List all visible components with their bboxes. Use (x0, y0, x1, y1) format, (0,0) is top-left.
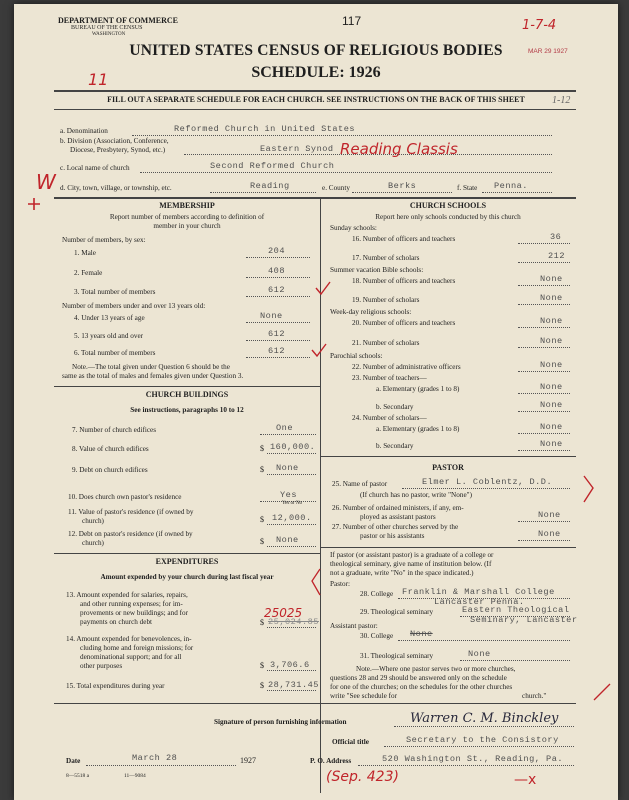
dept-label: DEPARTMENT OF COMMERCE (58, 16, 179, 25)
residence-debt-label-2: church) (82, 539, 104, 547)
q27-label-2: pastor or his assistants (360, 532, 425, 540)
q24b-label: b. Secondary (376, 442, 414, 450)
q13-line-4: payments on church debt (80, 618, 153, 626)
q26-label-2: ployed as assistant pastors (360, 513, 436, 521)
form-number: 117 (342, 14, 362, 28)
pastor-subhead: Pastor: (330, 580, 350, 588)
expenditures-title: EXPENDITURES (155, 557, 219, 566)
denomination-label: a. Denomination (60, 127, 108, 135)
membership-note-b: same as the total of males and females given under Question 3. (62, 372, 244, 380)
residence-value-dollar: $ (260, 515, 264, 524)
po-address-label: P. O. Address (310, 757, 352, 765)
census-schedule-page (14, 4, 618, 800)
q28-label: 28. College (360, 590, 394, 598)
graduate-note-2: theological seminary, give name of institution below. (If (330, 560, 492, 568)
edifices-count-value: One (276, 423, 293, 433)
official-title-label: Official title (332, 738, 369, 746)
edifices-debt-dollar: $ (260, 465, 264, 474)
state-label: f. State (457, 184, 478, 192)
po-address-value: 520 Washington St., Reading, Pa. (382, 754, 564, 764)
q18-label: 18. Number of officers and teachers (352, 277, 456, 285)
q25-value: Elmer L. Coblentz, D.D. (422, 477, 553, 487)
membership-title: MEMBERSHIP (159, 201, 215, 210)
division-value: Eastern Synod (260, 144, 334, 154)
denomination-value: Reformed Church in United States (174, 124, 356, 134)
q15-value: 28,731.45 (268, 680, 319, 690)
parochial-label: Parochial schools: (330, 352, 383, 360)
under-13-label: 4. Under 13 years of age (74, 314, 145, 322)
residence-debt-label: 12. Debt on pastor's residence (if owned by (68, 530, 193, 538)
q29-value-2: Seminary, Lancaster (470, 615, 578, 625)
q15-dollar: $ (260, 681, 264, 690)
pastor-note-1: Note.—Where one pastor serves two or more churches, (356, 665, 516, 673)
total-members-6-value: 612 (268, 346, 285, 356)
buildings-sub: See instructions, paragraphs 10 to 12 (130, 406, 244, 414)
check-mark-icon (310, 342, 330, 358)
q19-value: None (540, 293, 563, 303)
edifices-value-value: 160,000. (270, 442, 316, 452)
q22-label: 22. Number of administrative officers (352, 363, 461, 371)
male-value: 204 (268, 246, 285, 256)
membership-note-2: member in your church (153, 222, 221, 230)
q14-line-2: cluding home and foreign missions; for (80, 644, 194, 652)
schools-sub: Report here only schools conducted by this church (375, 213, 521, 221)
q14-line-4: other purposes (80, 662, 123, 670)
q13-value: 25,024.85 (268, 617, 319, 627)
over-13-value: 612 (268, 329, 285, 339)
summer-label: Summer vacation Bible schools: (330, 266, 424, 274)
form-title: UNITED STATES CENSUS OF RELIGIOUS BODIES (129, 42, 503, 59)
signature-value: Warren C. M. Binckley (410, 711, 559, 726)
county-label: e. County (322, 184, 350, 192)
bureau-label: BUREAU OF THE CENSUS (71, 25, 143, 31)
q29-value: Eastern Theological (462, 605, 570, 615)
graduate-note-3: not a graduate, write "No" in the space indicated.) (330, 569, 474, 577)
division-handwritten: Reading Classis (340, 140, 458, 158)
print-code: 11—9084 (124, 773, 146, 779)
total-members-label: 3. Total number of members (74, 288, 156, 296)
state-value: Penna. (494, 181, 528, 191)
weekday-label: Week-day religious schools: (330, 308, 412, 316)
residence-owned-label: 10. Does church own pastor's residence (68, 493, 182, 501)
q20-value: None (540, 316, 563, 326)
residence-value-value: 12,000. (272, 513, 312, 523)
red-x-mark: —x (514, 772, 537, 788)
under-13-value: None (260, 311, 283, 321)
q13-dollar: $ (260, 618, 264, 627)
buildings-title: CHURCH BUILDINGS (145, 390, 229, 399)
female-label: 2. Female (74, 269, 103, 277)
check-mark-icon (314, 280, 334, 296)
q18-value: None (540, 274, 563, 284)
red-plus-icon (27, 197, 41, 211)
q22-value: None (540, 360, 563, 370)
membership-note-1: Report number of members according to definition of (109, 213, 265, 221)
washington-label: WASHINGTON (92, 32, 126, 37)
q27-label-1: 27. Number of other churches served by the (332, 523, 459, 531)
q30-label: 30. College (360, 632, 394, 640)
total-members-6-label: 6. Total number of members (74, 349, 156, 357)
over-13-label: 5. 13 years old and over (74, 332, 144, 340)
by-sex-label: Number of members, by sex: (62, 236, 146, 244)
red-sep-note: (Sep. 423) (326, 769, 399, 785)
schools-title: CHURCH SCHOOLS (409, 201, 487, 210)
q14-value: 3,706.6 (270, 660, 310, 670)
residence-value-label-2: church) (82, 517, 104, 525)
residence-owned-value: Yes (280, 490, 297, 500)
residence-debt-value: None (276, 535, 299, 545)
red-eleven-mark: 11 (88, 70, 109, 89)
form-code: 8—5518 a (66, 773, 90, 779)
q23-label: 23. Number of teachers— (352, 374, 427, 382)
q31-value: None (468, 649, 491, 659)
q25-label: 25. Name of pastor (332, 480, 388, 488)
q25-note: (If church has no pastor, write "None") (360, 491, 472, 499)
pastor-note-5: church." (522, 692, 547, 700)
residence-value-label: 11. Value of pastor's residence (if owned by (68, 508, 194, 516)
q16-value: 36 (550, 232, 562, 242)
sunday-label: Sunday schools: (330, 224, 377, 232)
q26-value: None (538, 510, 561, 520)
residence-debt-dollar: $ (260, 537, 264, 546)
q14-line-1: 14. Amount expended for benevolences, in- (66, 635, 192, 643)
q17-value: 212 (548, 251, 565, 261)
q28-value: Franklin & Marshall College (402, 587, 555, 597)
q13-handwritten: 25025 (264, 606, 303, 620)
corner-mark-2: 1-12 (552, 95, 571, 106)
q21-label: 21. Number of scholars (352, 339, 420, 347)
q24a-label: a. Elementary (grades 1 to 8) (376, 425, 460, 433)
q23b-label: b. Secondary (376, 403, 414, 411)
red-margin-mark: W (36, 170, 56, 194)
edifices-debt-label: 9. Debt on church edifices (72, 466, 148, 474)
q23a-value: None (540, 382, 563, 392)
q31-label: 31. Theological seminary (360, 652, 434, 660)
age-label: Number of members under and over 13 years old: (62, 302, 206, 310)
date-value: March 28 (132, 753, 178, 763)
q29-label: 29. Theological seminary (360, 608, 434, 616)
pastor-note-2: questions 28 and 29 should be answered only on the schedule (330, 674, 507, 682)
pastor-note-4: write "See schedule for (330, 692, 397, 700)
division-label-1: b. Division (Association, Conference, (60, 137, 169, 145)
q21-value: None (540, 336, 563, 346)
graduate-note-1: If pastor (or assistant pastor) is a graduate of a college or (330, 551, 494, 559)
female-value: 408 (268, 266, 285, 276)
division-label-2: Diocese, Presbytery, Synod, etc.) (70, 146, 166, 154)
q26-label-1: 26. Number of ordained ministers, if any, em- (332, 504, 464, 512)
official-title-value: Secretary to the Consistory (406, 735, 559, 745)
pastor-note-3: for one of the churches; on the schedules for the other churches (330, 683, 513, 691)
pastor-title: PASTOR (432, 463, 464, 472)
male-label: 1. Male (74, 249, 96, 257)
q15-label: 15. Total expenditures during year (66, 682, 165, 690)
signature-label: Signature of person furnishing information (214, 718, 347, 726)
city-label: d. City, town, village, or township, etc. (60, 184, 172, 192)
q20-label: 20. Number of officers and teachers (352, 319, 456, 327)
church-name-value: Second Reformed Church (210, 161, 335, 171)
q30-value: None (410, 629, 433, 639)
assistant-subhead: Assistant pastor: (330, 622, 378, 630)
red-bracket-icon (308, 567, 328, 597)
instructions-line: FILL OUT A SEPARATE SCHEDULE FOR EACH CHURCH. SEE INSTRUCTIONS ON THE BACK OF THIS SHEET (107, 95, 525, 104)
q13-line-2: and other running expenses; for im- (80, 600, 183, 608)
q16-label: 16. Number of officers and teachers (352, 235, 456, 243)
corner-mark: 1-7-4 (522, 18, 557, 33)
q17-label: 17. Number of scholars (352, 254, 420, 262)
q13-line-3: provements or new buildings; and for (80, 609, 188, 617)
q23a-label: a. Elementary (grades 1 to 8) (376, 385, 460, 393)
total-members-value: 612 (268, 285, 285, 295)
county-value: Berks (388, 181, 417, 191)
church-name-label: c. Local name of church (60, 164, 130, 172)
q23b-value: None (540, 400, 563, 410)
q28-value-2: Lancaster Penna. (434, 597, 525, 607)
red-stroke-icon (592, 682, 612, 702)
q24-label: 24. Number of scholars— (352, 414, 427, 422)
bracket-mark-icon (579, 474, 599, 504)
edifices-value-label: 8. Value of church edifices (72, 445, 149, 453)
expenditures-sub: Amount expended by your church during last fiscal year (100, 573, 274, 581)
yes-or-no-hint: Yes or No (282, 501, 303, 506)
q24b-value: None (540, 439, 563, 449)
edifices-count-label: 7. Number of church edifices (72, 426, 157, 434)
q27-value: None (538, 529, 561, 539)
q24a-value: None (540, 422, 563, 432)
q19-label: 19. Number of scholars (352, 296, 420, 304)
city-value: Reading (250, 181, 290, 191)
membership-note-a: Note.—The total given under Question 6 should be the (72, 363, 230, 371)
q14-line-3: denominational support; and for all (80, 653, 182, 661)
edifices-debt-value: None (276, 463, 299, 473)
q14-dollar: $ (260, 661, 264, 670)
edifices-dollar: $ (260, 444, 264, 453)
schedule-title: SCHEDULE: 1926 (251, 64, 381, 81)
date-label: Date (66, 757, 81, 765)
received-stamp: MAR 29 1927 (528, 48, 568, 55)
q13-line-1: 13. Amount expended for salaries, repairs, (66, 591, 188, 599)
date-year: 1927 (240, 756, 256, 765)
